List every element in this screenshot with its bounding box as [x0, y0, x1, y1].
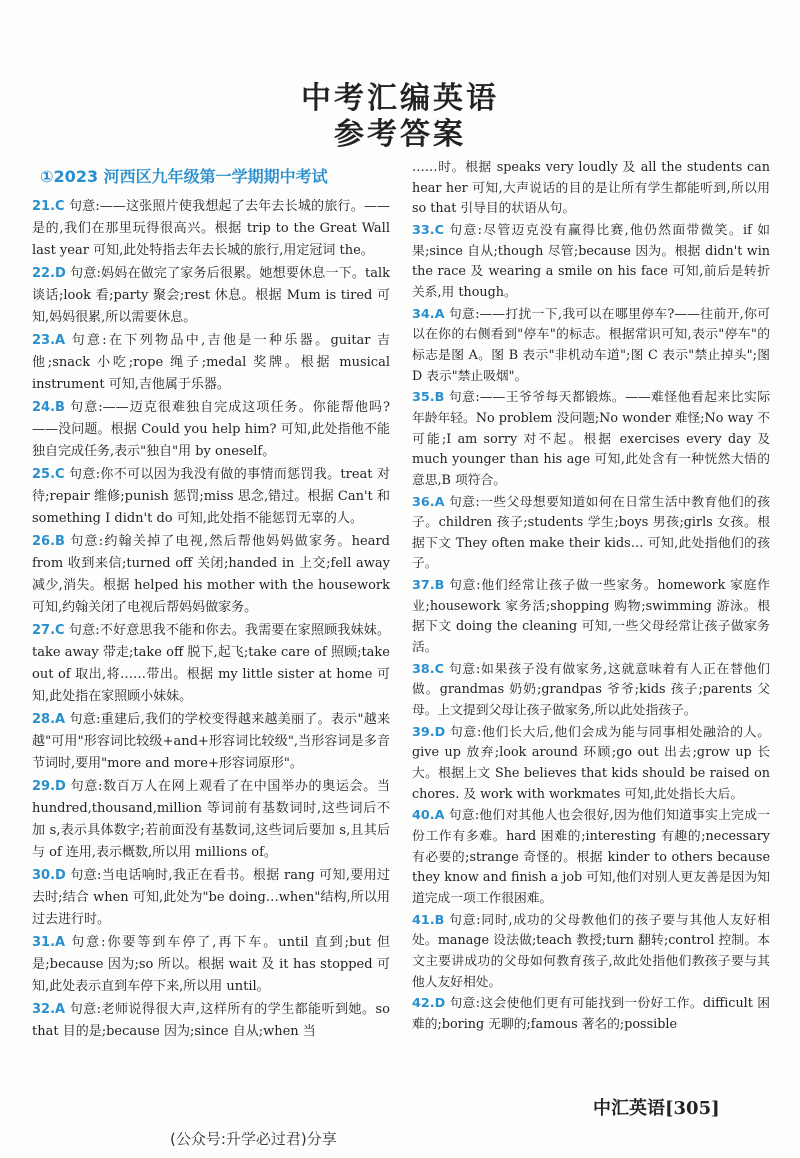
- question-number: 25.C: [32, 467, 65, 482]
- question-number: 42.D: [412, 996, 446, 1012]
- answer-entry: [32, 330, 390, 396]
- question-number: 23.A: [32, 333, 66, 348]
- answer-entry: [32, 397, 390, 463]
- answer-explanation: ……时。根据 speaks very loudly 及 all the students can hear her 可知,大声说话的目的是让所有学生都能听到,所以用 so that 引导目的状语从句。: [412, 160, 770, 217]
- answer-explanation: 句意:——这张照片使我想起了去年去长城的旅行。——是的,我们在那里玩得很高兴。根据 trip to the Great Wall last year 可知,此处特指去年去长城的旅行,用定冠词 the。: [32, 199, 390, 258]
- answer-explanation: 句意:他们经常让孩子做一些家务。homework 家庭作业;housework 家务活;shopping 购物;swimming 游泳。根据下文 doing the cleaning 可知,一些父母经常让孩子做家务活。: [412, 578, 771, 656]
- answer-entry: [412, 806, 770, 909]
- question-number: 24.B: [32, 400, 65, 415]
- answer-explanation: 句意:数百万人在网上观看了在中国举办的奥运会。当 hundred,thousand,million 等词前有基数词时,这些词后不加 s,表示具体数字;若前面没有基数词,这些词后要加 s,且其后与 of 连用,表示概数,所以用 millions of。: [32, 779, 390, 860]
- question-number: 38.C: [412, 661, 444, 677]
- question-number: 22.D: [32, 266, 66, 281]
- answer-entry: [32, 620, 390, 708]
- answer-explanation: 句意:你要等到车停了,再下车。until 直到;but 但是;because 因为;so 所以。根据 wait 及 it has stopped 可知,此处表示直到车停下来,所以用 until。: [32, 935, 390, 994]
- answer-explanation: 句意:这会使他们更有可能找到一份好工作。difficult 困难的;boring 无聊的;famous 著名的;possible: [412, 996, 770, 1032]
- answer-entry: [32, 932, 390, 998]
- answer-entry: [32, 196, 390, 262]
- left-entries: [32, 196, 390, 1043]
- answer-explanation: 句意:约翰关掉了电视,然后帮他妈妈做家务。heard from 收到来信;turned off 关闭;handed in 上交;fell away 减少,消失。根据 helped his mother with the housework 可知,约翰关闭了电视后帮妈妈做家务。: [32, 534, 390, 615]
- answer-explanation: 句意:妈妈在做完了家务后很累。她想要休息一下。talk 谈话;look 看;party 聚会;rest 休息。根据 Mum is tired 可知,妈妈很累,所以需要休息。: [32, 266, 390, 325]
- answer-entry: [412, 576, 770, 659]
- question-number: 29.D: [32, 779, 66, 794]
- answer-entry: [32, 709, 390, 775]
- answer-entry: [412, 660, 770, 722]
- question-number: 37.B: [412, 578, 445, 594]
- answer-entry: [412, 994, 770, 1035]
- page-title: 中考汇编英语: [301, 81, 499, 116]
- answer-explanation: 句意:——打扰一下,我可以在哪里停车?——往前开,你可以在你的右侧看到"停车"的标志。根据常识可知,表示"停车"的标志是图 A。图 B 表示"非机动车道";图 C 表示"禁止掉头";图 D 表示"禁止吸烟"。: [412, 306, 770, 384]
- page-subtitle: 参考答案: [334, 117, 466, 152]
- question-number: 35.B: [412, 390, 445, 406]
- answer-entry: [32, 999, 390, 1043]
- question-number: 41.B: [412, 912, 445, 928]
- answer-entry: [412, 158, 770, 220]
- answer-entry: [412, 723, 770, 806]
- question-number: 33.C: [412, 222, 444, 238]
- answer-entry: [32, 865, 390, 931]
- question-number: 21.C: [32, 199, 65, 214]
- share-credit: (公众号:升学必过君)分享: [170, 1130, 337, 1148]
- answer-explanation: 句意:他们长大后,他们会成为能与同事相处融洽的人。give up 放弃;look around 环顾;go out 出去;grow up 长大。根据上文 She believes that kids should be raised on chores. 及 work with workmates 可知,此处指长大后。: [412, 724, 770, 802]
- answer-entry: [412, 911, 770, 994]
- answer-entry: [32, 531, 390, 619]
- answer-explanation: 句意:在下列物品中,吉他是一种乐器。guitar 吉他;snack 小吃;rope 绳子;medal 奖牌。根据 musical instrument 可知,吉他属于乐器。: [32, 333, 391, 392]
- right-entries: [412, 158, 770, 1036]
- question-number: 40.A: [412, 808, 445, 824]
- question-number: 28.A: [32, 712, 66, 727]
- answer-explanation: 句意:老师说得很大声,这样所有的学生都能听到她。so that 目的是;because 因为;since 自从;when 当: [32, 1002, 390, 1039]
- question-number: 27.C: [32, 623, 65, 638]
- answer-explanation: 句意:他们对其他人也会很好,因为他们知道事实上完成一份工作有多难。hard 困难的;interesting 有趣的;necessary 有必要的;strange 奇怪的。根据 kinder to others because they know and finish a job 可知,他们对别人更友善是因为知道完成一项工作很困难。: [412, 808, 770, 906]
- question-number: 30.D: [32, 868, 66, 883]
- answer-explanation: 句意:当电话响时,我正在看书。根据 rang 可知,要用过去时;结合 when 可知,此处为"be doing…when"结构,所以用过去进行时。: [32, 868, 390, 927]
- question-number: 31.A: [32, 935, 66, 950]
- answer-explanation: 句意:——王爷爷每天都锻炼。——难怪他看起来比实际年龄年轻。No problem 没问题;No wonder 难怪;No way 不可能;I am sorry 对不起。根据 exercises every day 及 much younger than his age 可知,此处含有一种恍然大悟的意思,B 项符合。: [412, 390, 770, 488]
- answer-explanation: 句意:同时,成功的父母教他们的孩子要与其他人友好相处。manage 设法做;teach 教授;turn 翻转;control 控制。本文主要讲成功的父母如何教育孩子,故此处指他们教孩子要与其他人友好相处。: [412, 912, 770, 990]
- footer-brand: [593, 1094, 720, 1120]
- answer-entry: [412, 493, 770, 576]
- answer-explanation: 句意:不好意思我不能和你去。我需要在家照顾我妹妹。take away 带走;take off 脱下,起飞;take care of 照顾;take out of 取出,将……带出。根据 my little sister at home 可知,此处指在家照顾小妹妹。: [32, 623, 390, 704]
- question-number: 26.B: [32, 534, 65, 549]
- answer-explanation: 句意:——迈克很难独自完成这项任务。你能帮他吗?——没问题。根据 Could you help him? 可知,此处指他不能独自完成任务,表示"独自"用 by oneself。: [32, 400, 390, 459]
- answer-entry: [32, 776, 390, 864]
- answer-explanation: 句意:你不可以因为我没有做的事情而惩罚我。treat 对待;repair 维修;punish 惩罚;miss 思念,错过。根据 Can't 和 something I didn't do 可知,此处指不能惩罚无辜的人。: [32, 467, 390, 526]
- answer-entry: [32, 263, 390, 329]
- right-column: [412, 158, 770, 1037]
- left-column: [32, 158, 390, 1044]
- answer-explanation: 句意:尽管迈克没有赢得比赛,他仍然面带微笑。if 如果;since 自从;though 尽管;because 因为。根据 didn't win the race 及 wearing a smile on his face 可知,前后是转折关系,用 though。: [412, 222, 770, 300]
- footer-brand-text: 中汇英语: [593, 1098, 665, 1119]
- answer-entry: [412, 305, 770, 388]
- question-number: 34.A: [412, 306, 445, 322]
- answer-explanation: 句意:一些父母想要知道如何在日常生活中教育他们的孩子。children 孩子;students 学生;boys 男孩;girls 女孩。根据下文 They often make their kids… 可知,此处指他们的孩子。: [412, 494, 770, 572]
- answer-entry: [412, 221, 770, 304]
- question-number: 32.A: [32, 1002, 66, 1017]
- question-number: 39.D: [412, 724, 446, 740]
- answer-explanation: 句意:重建后,我们的学校变得越来越美丽了。表示"越来越"可用"形容词比较级+and+形容词比较级",当形容词是多音节词时,要用"more and more+形容词原形"。: [32, 712, 390, 771]
- page-number: [305]: [665, 1098, 720, 1119]
- answer-entry: [412, 388, 770, 491]
- answer-explanation: 句意:如果孩子没有做家务,这就意味着有人正在替他们做。grandmas 奶奶;grandpas 爷爷;kids 孩子;parents 父母。上文提到父母让孩子做家务,所以此处指孩子。: [412, 661, 770, 719]
- answer-entry: [32, 464, 390, 530]
- question-number: 36.A: [412, 494, 445, 510]
- section-heading: ①2023 河西区九年级第一学期期中考试: [40, 167, 328, 186]
